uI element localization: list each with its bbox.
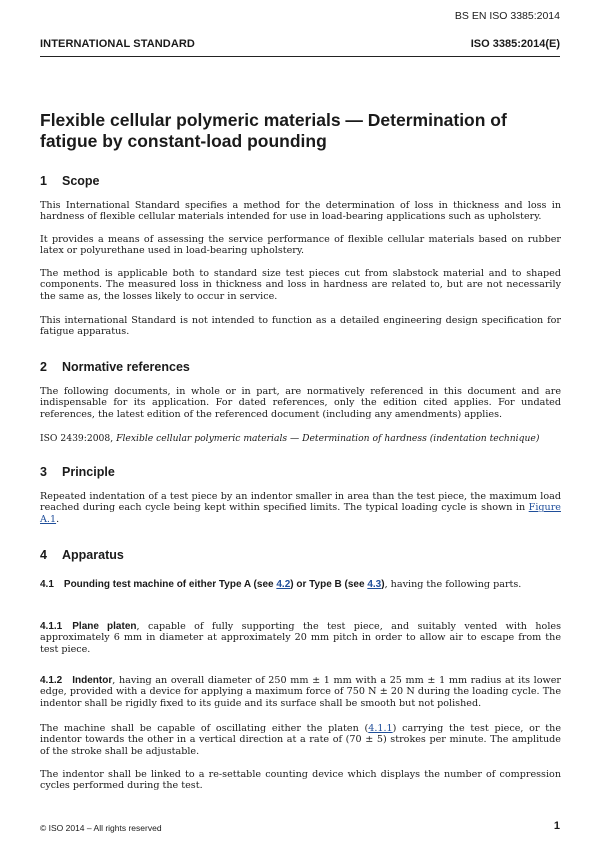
section-number: 1 <box>40 174 47 188</box>
subsection-heading <box>40 675 112 686</box>
normative-paragraph: The following documents, in whole or in part, are normatively referenced in this document and are indispensable for its application. For dated references, only the edition cited applies. For undated references, the latest edition of the referenced document (including any amendments) applies. <box>40 386 561 420</box>
scope-paragraph-2: It provides a means of assessing the service performance of flexible cellular materials based on rubber latex or polyurethane used in load-bearing upholstery. <box>40 234 561 257</box>
scope-paragraph-3: The method is applicable both to standard size test pieces cut from slabstock material and to shaped components. The measured loss in thickness and loss in hardness are related to, but are not necessarily the same as, the losses likely to occur in service. <box>40 268 561 302</box>
section-number: 4 <box>40 548 47 562</box>
section-heading-normative <box>40 360 190 374</box>
subsection-number: 4.1 <box>40 579 54 590</box>
counter-paragraph: The indentor shall be linked to a re-settable counting device which displays the number of compression cycles performed during the test. <box>40 769 561 792</box>
subsection-title-c: ) <box>381 579 385 590</box>
title-line-2: fatigue by constant-load pounding <box>40 131 327 151</box>
section-title: Apparatus <box>62 548 124 562</box>
subsection-4-1-2 <box>40 675 561 709</box>
principle-text-end: . <box>56 513 60 525</box>
normative-reference-item <box>40 433 561 444</box>
header-label-left: INTERNATIONAL STANDARD <box>40 38 195 50</box>
machine-paragraph <box>40 723 561 757</box>
section-title: Scope <box>62 174 100 188</box>
subsection-text: , having an overall diameter of 250 mm ± 1 mm with a 25 mm ± 1 mm radius at its lower edge, provided with a device for applying a maximum force of 750 N ± 20 N during the loading cycle. The indentor shall be rigidly fixed to its guide and its surface shall be smooth but not polished. <box>40 675 561 709</box>
header-rule <box>40 56 560 57</box>
document-title <box>40 110 560 152</box>
subsection-text: , having the following parts. <box>384 579 522 590</box>
subsection-number: 4.1.2 <box>40 675 63 686</box>
link-4-1-1[interactable]: 4.1.1 <box>368 723 393 734</box>
link-4-3[interactable]: 4.3 <box>367 579 382 590</box>
reference-code: ISO 2439:2008, <box>40 433 114 444</box>
machine-text-a: The machine shall be capable of oscillating either the platen ( <box>40 723 369 734</box>
subsection-title-b: ) or Type B (see <box>290 579 365 590</box>
principle-paragraph <box>40 491 561 525</box>
scope-paragraph-1: This International Standard specifies a method for the determination of loss in thickness and loss in hardness of flexible cellular materials intended for use in load-bearing applications such as upholstery. <box>40 200 561 223</box>
link-4-2[interactable]: 4.2 <box>276 579 291 590</box>
subsection-title-a: Pounding test machine of either Type A (see <box>63 579 274 590</box>
section-heading-scope <box>40 174 100 188</box>
machine-text-b: ) carrying the test piece, or the indentor towards the other in a vertical direction at a rate of (70 ± 5) strokes per minute. The amplitude of the stroke shall be adjustable. <box>40 723 561 757</box>
page-number: 1 <box>553 820 560 832</box>
subsection-4-1-1 <box>40 621 561 655</box>
standard-code: BS EN ISO 3385:2014 <box>454 10 560 22</box>
section-number: 3 <box>40 465 47 479</box>
section-number: 2 <box>40 360 47 374</box>
section-title: Normative references <box>62 360 190 374</box>
subsection-4-1 <box>40 579 561 590</box>
header-label-right: ISO 3385:2014(E) <box>470 38 560 50</box>
reference-title: Flexible cellular polymeric materials — Determination of hardness (indentation technique) <box>116 433 540 444</box>
subsection-title: Indentor <box>72 675 113 686</box>
section-heading-principle <box>40 465 115 479</box>
scope-paragraph-4: This international Standard is not intended to function as a detailed engineering design specification for fatigue apparatus. <box>40 315 561 338</box>
subsection-text: , capable of fully supporting the test piece, and suitably vented with holes approximately 6 mm in diameter at approximately 20 mm pitch in order to allow air to escape from the test piece. <box>40 621 561 655</box>
subsection-heading <box>40 621 137 632</box>
figure-a1-link[interactable]: Figure A.1 <box>40 502 561 525</box>
section-title: Principle <box>62 465 115 479</box>
principle-text: Repeated indentation of a test piece by an indentor smaller in area than the test piece, the maximum load reached during each cycle being kept within specified limits. The typical loading cycle is shown in <box>40 491 561 514</box>
copyright-notice: © ISO 2014 – All rights reserved <box>40 823 162 833</box>
subsection-number: 4.1.1 <box>40 621 63 632</box>
section-heading-apparatus <box>40 548 124 562</box>
subsection-heading <box>40 579 385 590</box>
title-line-1: Flexible cellular polymeric materials — Determination of <box>40 110 507 130</box>
subsection-title: Plane platen <box>72 621 137 632</box>
